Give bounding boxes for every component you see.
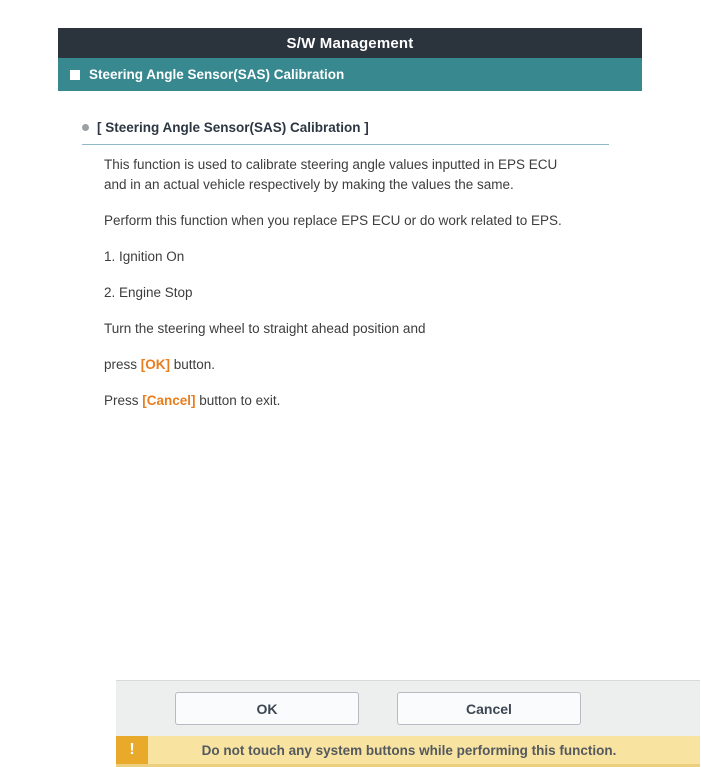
instruction-paragraph bbox=[104, 319, 644, 339]
instructions bbox=[104, 155, 644, 427]
instruction-text: and in an actual vehicle respectively by making the values the same. bbox=[104, 177, 514, 192]
window-title-bar bbox=[58, 28, 642, 58]
instruction-text: Press bbox=[104, 393, 143, 408]
instruction-paragraph bbox=[104, 211, 644, 231]
page-title: S/W Management bbox=[286, 34, 414, 52]
instruction-text: Turn the steering wheel to straight ahead position and bbox=[104, 321, 426, 336]
warning-text: Do not touch any system buttons while performing this function. bbox=[201, 742, 617, 758]
section-heading bbox=[82, 120, 609, 145]
square-bullet-icon bbox=[70, 70, 80, 80]
instruction-paragraph bbox=[104, 247, 644, 267]
ok-button[interactable]: OK bbox=[175, 692, 359, 725]
content-area bbox=[58, 28, 642, 758]
bottom-button-bar bbox=[116, 680, 700, 736]
exclamation-icon: ! bbox=[116, 736, 148, 764]
instruction-text: button to exit. bbox=[195, 393, 281, 408]
instruction-text: Perform this function when you replace EPS ECU or do work related to EPS. bbox=[104, 213, 562, 228]
function-title-bar bbox=[58, 58, 642, 91]
instruction-text: 1. Ignition On bbox=[104, 249, 185, 264]
instruction-paragraph bbox=[104, 155, 644, 195]
instruction-text: This function is used to calibrate steering angle values inputted in EPS ECU bbox=[104, 157, 558, 172]
instruction-text: 2. Engine Stop bbox=[104, 285, 193, 300]
dot-bullet-icon bbox=[82, 124, 89, 131]
instruction-text: button. bbox=[170, 357, 216, 372]
instruction-paragraph bbox=[104, 355, 644, 375]
section-heading-label: [ Steering Angle Sensor(SAS) Calibration ] bbox=[97, 120, 369, 135]
accent-text: [Cancel] bbox=[142, 393, 196, 408]
function-title: Steering Angle Sensor(SAS) Calibration bbox=[89, 67, 345, 82]
instruction-text: press bbox=[104, 357, 141, 372]
instruction-paragraph bbox=[104, 283, 644, 303]
instruction-paragraph bbox=[104, 391, 644, 411]
cancel-button[interactable]: Cancel bbox=[397, 692, 581, 725]
accent-text: [OK] bbox=[140, 357, 171, 372]
warning-bar bbox=[116, 736, 700, 767]
